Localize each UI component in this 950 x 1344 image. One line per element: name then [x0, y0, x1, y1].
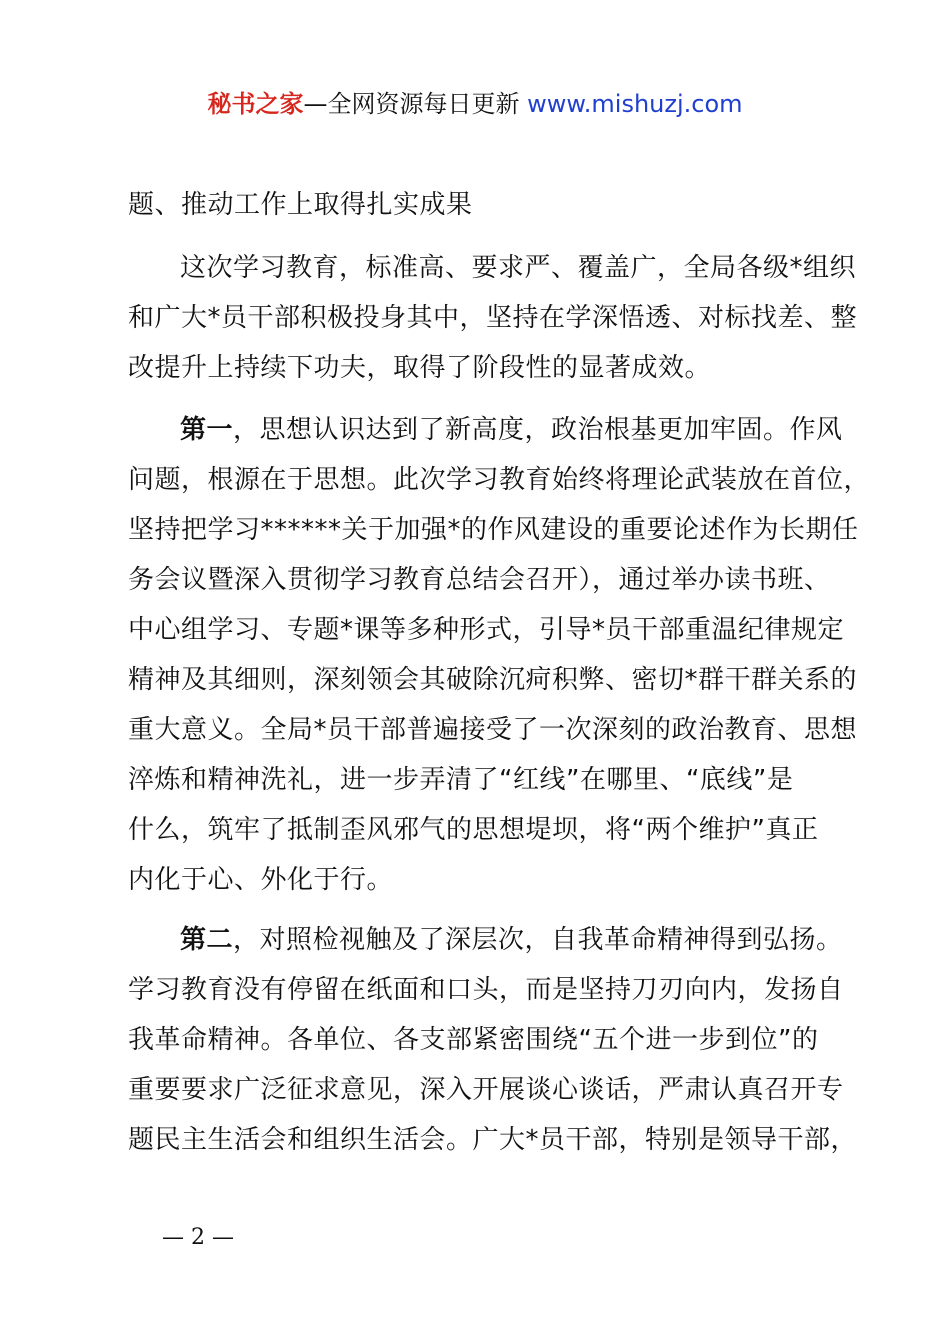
text-line: 我革命精神。各单位、各支部紧密围绕“五个进一步到位”的 — [128, 1025, 819, 1055]
text-line: 题民主生活会和组织生活会。广大*员干部，特别是领导干部， — [128, 1125, 858, 1155]
site-watermark-header — [0, 86, 950, 122]
paragraph-second-point — [128, 915, 858, 1165]
text-line — [128, 405, 843, 455]
text-line: 淬炼和精神洗礼，进一步弄清了“红线”在哪里、“底线”是 — [128, 765, 794, 795]
text-line — [128, 915, 843, 965]
paragraph-first-point — [128, 405, 871, 905]
page-number: — 2 — — [162, 1225, 234, 1250]
text-line: 重大意义。全局*员干部普遍接受了一次深刻的政治教育、思想 — [128, 715, 858, 745]
header-tagline: —全网资源每日更新 — [303, 90, 520, 118]
text-line: 务会议暨深入贯彻学习教育总结会召开），通过举办读书班、 — [128, 565, 831, 595]
brand-name: 秘书之家 — [207, 90, 304, 118]
text-line: 中心组学习、专题*课等多种形式，引导*员干部重温纪律规定 — [128, 615, 845, 645]
paragraph-intro — [128, 243, 858, 393]
text-line: 问题，根源在于思想。此次学习教育始终将理论武装放在首位， — [128, 465, 871, 495]
text-line: 内化于心、外化于行。 — [128, 865, 394, 895]
text-line: 改提升上持续下功夫，取得了阶段性的显著成效。 — [128, 353, 712, 383]
text-line: 题、推动工作上取得扎实成果 — [128, 190, 473, 220]
point-lead-second: 第二 — [180, 925, 234, 955]
text-line: 和广大*员干部积极投身其中，坚持在学深悟透、对标找差、整 — [128, 303, 858, 333]
text-line: 这次学习教育，标准高、要求严、覆盖广，全局各级*组织 — [180, 253, 857, 283]
point-lead-first: 第一 — [180, 415, 234, 445]
text-line: 学习教育没有停留在纸面和口头，而是坚持刀刃向内，发扬自 — [128, 975, 844, 1005]
site-url-link[interactable]: www.mishuzj.com — [527, 90, 743, 118]
text-line: 重要要求广泛征求意见，深入开展谈心谈话，严肃认真召开专 — [128, 1075, 844, 1105]
text-line: 什么，筑牢了抵制歪风邪气的思想堤坝，将“两个维护”真正 — [128, 815, 819, 845]
point-text: ，思想认识达到了新高度，政治根基更加牢固。作风 — [233, 415, 843, 445]
paragraph-continuation — [128, 180, 840, 230]
point-text: ，对照检视触及了深层次，自我革命精神得到弘扬。 — [233, 925, 843, 955]
text-line: 坚持把学习******关于加强*的作风建设的重要论述作为长期任 — [128, 515, 859, 545]
text-line: 精神及其细则，深刻领会其破除沉疴积弊、密切*群干群关系的 — [128, 665, 858, 695]
